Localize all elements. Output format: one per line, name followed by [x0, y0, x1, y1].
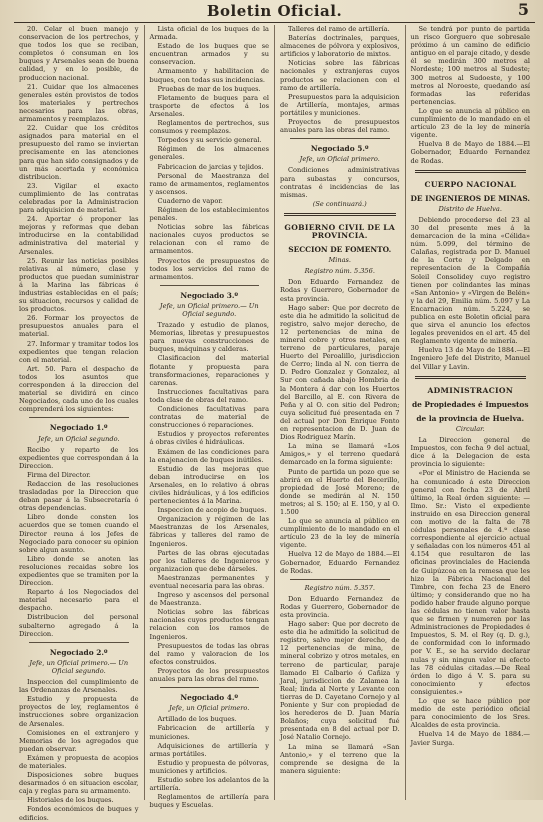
paragraph: Trazado y estudio de planos, Memorias, libretas y presupuestos para nuevas construcciones de buques, máquinas y calderas. [149, 321, 269, 354]
continuation-note: (Se continuará.) [312, 199, 367, 208]
paragraph: 21. Cuidar que los almacenes generales estén provistos de todos los materiales y pertrechos necesarios para las obras, armamentos y reemplazos. [19, 82, 139, 124]
paragraph: Historiales de los buques. [27, 796, 114, 805]
divider [160, 687, 260, 688]
paragraph: Noticias sobre las fábricas nacionales cuyos productos tengan relacion con los ramos de Ingenieros. [149, 608, 269, 641]
paragraph: Inspeccion del cumplimiento de las Ordenanzas de Arsenales. [19, 678, 139, 695]
paragraph: Art. 50. Para el despacho de todos los asuntos que corresponden á la direccion del material se dividirá en cinco Negociados, cada uno de los cuales comprenderá los siguientes: [19, 364, 139, 414]
paragraph: Firma del Director. [27, 470, 91, 479]
paragraph: Instrucciones facultativas para toda clase de obras del ramo. [149, 387, 269, 404]
paragraph: Punto de partida un pozo que se abrirá en el Huerto del Becerillo, propiedad de José Moreno; de donde se medirán al N. 150 metros; al S. 150; al E. 150, y al O. 1.500 [280, 467, 400, 516]
paragraph: Ingreso y ascensos del personal de Maestranza. [149, 591, 269, 608]
paragraph: Reglamentos de artillería para buques y Escuelas. [149, 793, 269, 810]
paragraph: Debiendo procederse del 23 al 30 del presente mes á la demarcacion de la mina «Célida» núm. 5.099, del término de Calañas, registrada por D. Manuel de la Corte y Delgado en representacion de la Compañía Soleil Consolidey cuyo registro tienen por colindantes las minas «San Antonio» y «Virgen de Belén» y la del 29, Emilia núm. 5.097 y La Encarnacion núm. 5.224, se publica en este Boletin oficial para que sirva el anuncio los efectos legales prevenidos en el art. 45 del Reglamento vigente de minería. [410, 215, 530, 346]
section-subheading: DE INGENIEROS DE MINAS. [410, 193, 530, 203]
registry-title: Registro núm. 5.357. [304, 583, 375, 592]
paragraph: Partes de las obras ejecutadas por los talleres de Ingenieros y organizacion que debe dárseles. [149, 548, 269, 573]
paragraph: Presupuestos de todas las obras del ramo y valoracion de los efectos construidos. [149, 641, 269, 666]
section-heading: Negociado 5.º [310, 144, 369, 154]
paragraph: La mina se llamará «Los Amigos,» y el terreno quedará demarcado en la forma siguiente: [280, 442, 400, 467]
paragraph: Régimen de los almacenes generales. [149, 145, 269, 162]
paragraph: Redaccion de las resoluciones trasladadas por la Direccion que deban pasar á la Subsecretaría ó otras dependencias. [19, 479, 139, 513]
paragraph: Recibo y reparto de los expedientes que correspondan á la Direccion. [19, 445, 139, 470]
paragraph: Hago saber: Que por decreto de este dia he admitido la solicitud de registro, salvo mejor derecho, de 12 pertenencias de mina, de mineral cobrizo y otros metales, en terreno de particular, paraje llamado El Calbario ó Cañiza y Jaral, jurisdiccion de Zalamea la Real; linda al Norte y Levante con tierras de D. Cayetano Cornejo y al Poniente y Sur con propiedad de los herederos de D. Juan María Bolaños; cuya solicitud fué presentada en 8 del actual por D. José Natalio Cornejo. [280, 620, 400, 742]
paragraph: Organizacion y régimen de las Maestranzas de los Arsenales, fábricas y talleres del ramo de Ingenieros. [149, 515, 269, 548]
registry-title: Registro núm. 5.356. [304, 267, 375, 276]
divider [29, 642, 129, 643]
paragraph: Clasificacion del material flotante y propuesta para transformaciones, reparaciones y carenas. [149, 354, 269, 387]
page-title: Boletin Oficial. [206, 2, 343, 20]
paragraph: Inspeccion de acopio de buques. [157, 506, 267, 515]
section-heading: Negociado 3.º [180, 290, 239, 300]
section-subheading: Jefe, un Oficial primero.— Un Oficial segundo. [29, 658, 129, 675]
section-heading: Negociado 1.º [49, 423, 108, 433]
paragraph: Exámen y propuesta de acopios de materiales. [19, 753, 139, 770]
paragraph: Proyectos de presupuestos anuales para las obras del ramo. [280, 118, 400, 135]
section-subheading: Minas. [328, 256, 352, 265]
section-heading: CUERPO NACIONAL [424, 179, 516, 189]
page-number: 5 [517, 0, 529, 19]
paragraph: «Por el Ministro de Hacienda se ha comunicado á este Direccion general con fecha 23 de Abril último, la Real órden siguiente: —Ilmo. Sr.: Visto el expediente instruido en esa Direccion general con motivo de la falta de 78 cédulas personales de 4.ª clase correspondiente al ejercicio actual y señaladas con los números 451 al 4.154 que resultaron de las oficinas provinciales de Hacienda de Guipúzcoa en la remesa que les hizo la Fábrica Nacional del Timbre, con fecha 23 de Enero último; y considerando que no ha podido haber fraude alguno porque las cédulas no tienen valor hasta que se firmen y numeren por las Administraciones de Propiedades é Impuestos, S. M. el Rey (q. D. g.), de conformidad con lo informado por V. E., se ha servido declarar nulas y sin ningun valor ni efecto las 78 cédulas citadas.—De Real órden lo digo á V. S. para su conocimiento y efectos consiguientes.» [410, 469, 530, 696]
paragraph: Fletamento de buques para el trasporte de efectos á los Arsenales. [149, 93, 269, 118]
paragraph: Lista oficial de los buques de la Armada. [149, 25, 269, 42]
divider [29, 417, 129, 418]
section-subheading: SECCION DE FOMENTO. [288, 245, 392, 255]
paragraph: Estudio de las mejoras que deban introducirse en los Arsenales, en lo relativo á obras civiles hidráulicas, y á los edificios pertenecientes á la Marina. [149, 464, 269, 506]
paragraph: Estado de los buques que se encuentran armados y su conservacion. [149, 42, 269, 67]
paragraph: Estudio y propuesta de proyectos de ley, reglamentos é instrucciones sobre organizacion de Arsenales. [19, 695, 139, 728]
paragraph: Presupuestos para la adquisicion de Artillería, montajes, armas portátiles y municiones. [280, 92, 400, 117]
column-3 [275, 25, 406, 800]
paragraph: Don Eduardo Fernandez de Rodas y Guerrero, Gobernador de esta provincia. [280, 594, 400, 619]
paragraph: Libro donde consten los acuerdos que se tomen cuando el Director reuna á los Jefes de Negociado para conocer su opinion sobre algun asunto. [19, 513, 139, 554]
paragraph: Huelva 8 de Mayo de 1884.—El Gobernador, Eduardo Fernandez de Rodas. [410, 140, 530, 165]
paragraph: Torpedos y su servicio general. [157, 136, 262, 145]
paragraph: Maestranzas permanentes y eventual necesaria para las obras. [149, 573, 269, 590]
paragraph: Adquisiciones de artillería y armas portátiles. [149, 741, 269, 758]
section-heading: Negociado 4.º [180, 693, 239, 703]
paragraph: Noticias sobre las fábricas nacionales y extranjeras cuyos productos se relacionen con el ramo de artillería. [280, 59, 400, 92]
section-heading: GOBIERNO CIVIL DE LA PROVINCIA. [284, 222, 396, 240]
paragraph: Huelva 13 de Mayo de 1884.—El Ingeniero Jefe del Distrito, Manuel del Villar y Lavin. [410, 346, 530, 371]
section-subheading: Jefe, un Oficial primero. [299, 155, 380, 164]
divider [284, 213, 396, 216]
paragraph: La Direccion general de Impuestos, con fecha 9 del actual, dice á la Delegacion de esta provincia lo siguiente: [410, 436, 530, 469]
section-subheading: Circular. [455, 424, 485, 433]
divider [415, 170, 527, 173]
paragraph: Reparto á los Negociados del material necesario para el despacho. [19, 588, 139, 613]
paragraph: Distribucion del personal subalterno agregado á la Direccion. [19, 613, 139, 638]
column-2 [145, 25, 276, 810]
paragraph: 27. Informar y tramitar todos los expedientes que tengan relacion con el material. [19, 339, 139, 364]
divider [290, 579, 390, 580]
column-4 [406, 25, 536, 800]
column-1 [14, 25, 145, 822]
paragraph: Fabricacion de jarcias y tejidos. [157, 162, 264, 171]
paragraph: Condiciones facultativas para contratas de material de construcciones ó reparaciones. [149, 405, 269, 430]
paragraph: Estudio y propuesta de pólvoras, municiones y artificios. [149, 758, 269, 775]
paragraph: Condiciones administrativas para subastas y concursos, contratas é incidencias de las mismas. [280, 166, 400, 199]
paragraph: Estudio sobre los adelantos de la artillería. [149, 775, 269, 793]
section-subheading: Distrito de Huelva. [438, 204, 502, 213]
columns [14, 25, 535, 822]
paragraph: Baterías doctrinales, parques, almacenes de pólvora y explosivos, artificios y laboratorio de mixtos. [280, 34, 400, 59]
section-subheading: Jefe, un Oficial segundo. [37, 434, 120, 443]
paragraph: Libro donde se anoten las resoluciones recaidas sobre los expedientes que se tramiten por la Direccion. [19, 554, 139, 588]
paragraph: Noticias sobre las fábricas nacionales cuyos productos se relacionan con el ramo de armamentos. [149, 223, 269, 256]
paragraph: Lo que se hace público por medio de este periódico oficial para conocimiento de los Sres. Alcaldes de esta provincia. [410, 697, 530, 730]
section-heading: Negociado 2.º [49, 647, 108, 657]
divider [290, 138, 390, 139]
paragraph: 26. Formar los proyectos de presupuestos anuales para el material. [19, 314, 139, 339]
paragraph: Hago saber: Que por decreto de este dia he admitido la solicitud de registro, salvo mejor derecho, de 12 pertenencias de mina de mineral cobre y otros metales, en terreno de particulares, paraje Huerto del Peroalillo, jurisdiccion de Cerro; linda al N. con tierra de D. Pedro Gonzalez y Gonzalez, al Sur con cañada abajo Hombria de la Montera á dar con los Huertos del Barcillo, al E. con Rivera de Peña y al O. con sitio del Pedron; cuya solicitud fué presentada en 7 del actual por Don Enrique Fonto en representacion de D. Juan de Dios Rodriguez Marín. [280, 303, 400, 442]
paragraph: Lo que se anuncia al público en cumplimiento de lo mandado en el artículo 23 de la ley de minería vigente. [410, 106, 530, 140]
paragraph: Disposiciones sobre buques desarmados ó en situacion escolar, caja y reglas para su armamento. [19, 771, 139, 796]
paragraph: Proyectos de presupuestos de todos los servicios del ramo de armamentos. [149, 256, 269, 281]
paragraph: Armamento y habilitacion de buques, con todas sus incidencias. [149, 67, 269, 84]
paragraph: Fabricacion de artillería y municiones. [149, 724, 269, 741]
paragraph: Comisiones en el extranjero y Memorias de los agregados que puedan observar. [19, 728, 139, 753]
paragraph: 20. Celar el buen manejo y conservacion de los pertrechos, y que todos los que se reciban, completos ó consuman en los buques y Arsenales sean de buena calidad, y en lo posible, de produccion nacional. [19, 25, 139, 82]
paragraph: Régimen de los establecimientos penales. [149, 205, 269, 223]
paragraph: Lo que se anuncia al público en cumplimiento de lo mandado en el artículo 23 de la ley de minería vigente. [280, 517, 400, 550]
masthead [14, 0, 535, 23]
paragraph: Talleres del ramo de artillería. [288, 25, 390, 33]
paragraph: La mina se llamará «San Antonio,» y el terreno que la comprende se designa de la manera siguiente: [280, 742, 400, 775]
paragraph: 24. Aportar ó proponer las mejoras y reformas que deban introducirse en la contabilidad administrativa del material y Arsenales. [19, 215, 139, 256]
paragraph: Huelva 14 de Mayo de 1884.—Javier Surga. [410, 730, 530, 747]
paragraph: Reglamentos de pertrechos, sus consumos y reemplazos. [149, 119, 269, 136]
paragraph: Pruebas de mar de los buques. [157, 84, 261, 93]
paragraph: 25. Reunir las noticias posibles relativas al número, clase y productos que puedan suministrar á la Marina las fábricas é industrias establecidas en el país; su situacion, recursos y calidad de los productos. [19, 256, 139, 314]
paragraph: 22. Cuidar que los créditos asignados para material en el presupuesto del ramo se inviertan precisamente en las atenciones para que han sido consignados y de un más acertada y económica distribucion. [19, 124, 139, 181]
divider [160, 285, 260, 286]
section-subheading: de Propiedades é Impuestos [411, 399, 529, 409]
section-subheading: Jefe, un Oficial primero. [169, 704, 250, 713]
paragraph: 23. Vigilar el exacto cumplimiento de las contratas celebradas por la Administracion para adquisicion de material. [19, 181, 139, 215]
paragraph: Personal de Maestranza del ramo de armamentos, reglamentos y ascensos. [149, 171, 269, 196]
paragraph: Se tendrá por punto de partida un risco Gorguero que sobresale próximo á un camino de edificio antiguo en el paraje citado, y desde él se medirán 300 metros al Nordeste; 100 metros al Sudeste; 300 metros al Sudoeste, y 100 metros al Noroeste, quedando así formadas las referidas pertenencias. [410, 25, 530, 106]
paragraph: Estudios y proyectos referentes á obras civiles é hidráulicas. [149, 430, 269, 447]
section-subheading: Jefe, un Oficial primero.— Un Oficial segundo. [159, 301, 259, 318]
divider [415, 376, 527, 379]
paragraph: Exámen de las condiciones para la enajenacion de buques inútiles. [149, 447, 269, 464]
section-subheading: de la provincia de Huelva. [416, 413, 525, 423]
paragraph: Huelva 12 de Mayo de 1884.—El Gobernador, Eduardo Fernandez de Rodas. [280, 550, 400, 575]
paragraph: Proyectos de los presupuestos anuales para las obras del ramo. [149, 666, 269, 684]
section-heading: ADMINISTRACION [427, 385, 514, 395]
paragraph: Fondos económicos de buques y edificios. [19, 805, 139, 822]
paragraph: Don Eduardo Fernandez de Rodas y Guerrero, Gobernador de esta provincia. [280, 278, 400, 303]
paragraph: Cuaderno de vapor. [157, 196, 223, 205]
paragraph: Artillado de los buques. [157, 715, 237, 724]
